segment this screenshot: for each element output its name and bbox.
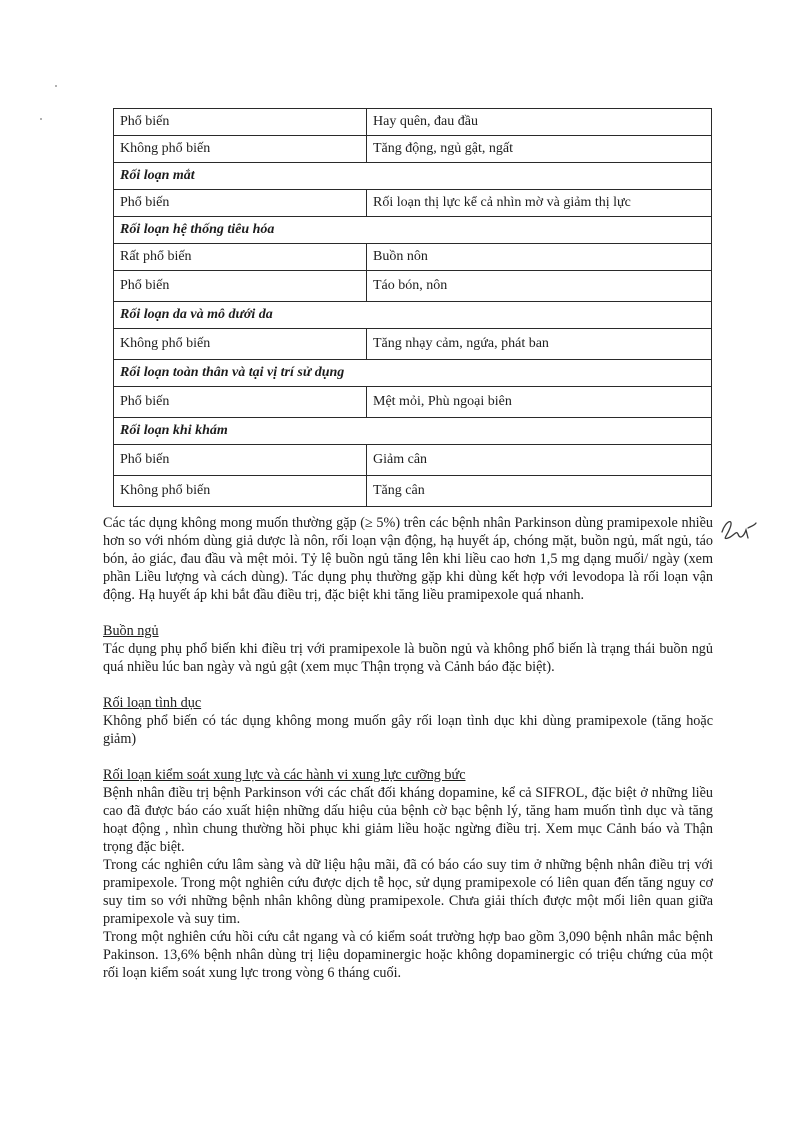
effect-cell: Táo bón, nôn [367, 271, 712, 302]
effect-cell: Giảm cân [367, 445, 712, 476]
table-section-row [114, 163, 712, 190]
table-row [114, 136, 712, 163]
table-row [114, 445, 712, 476]
effect-cell: Tăng cân [367, 476, 712, 507]
table-row [114, 244, 712, 271]
frequency-cell: Phổ biến [114, 109, 367, 136]
drowsiness-text: Tác dụng phụ phổ biến khi điều trị với pramipexole là buồn ngủ và không phổ biến là trạng thái buồn ngủ quá nhiều lúc ban ngày và ngủ gật (xem mục Thận trọng và Cảnh báo đặc biệt). [103, 641, 713, 675]
table-row [114, 109, 712, 136]
table-row [114, 329, 712, 360]
table-row [114, 271, 712, 302]
section-title: Rối loạn da và mô dưới da [114, 302, 712, 329]
handwritten-signature [718, 514, 758, 544]
frequency-cell: Phổ biến [114, 190, 367, 217]
section-title: Rối loạn khi khám [114, 418, 712, 445]
sexual-disorder-heading: Rối loạn tình dục [103, 695, 202, 711]
drowsiness-section [103, 622, 713, 676]
scan-speck [55, 85, 57, 87]
frequency-cell: Rất phổ biến [114, 244, 367, 271]
frequency-cell: Phổ biến [114, 445, 367, 476]
impulse-control-section [103, 766, 713, 856]
study-paragraph: Trong một nghiên cứu hồi cứu cắt ngang và có kiểm soát trường hợp bao gồm 3,090 bệnh nhân mắc bệnh Pakinson. 13,6% bệnh nhân dùng trị liệu dopaminergic hoặc không dopaminergic có triệu chứng của một rối loạn kiểm soát xung lực trong vòng 6 tháng cuối. [103, 929, 713, 981]
effect-cell: Hay quên, đau đầu [367, 109, 712, 136]
impulse-control-heading: Rối loạn kiểm soát xung lực và các hành vi xung lực cưỡng bức [103, 767, 466, 783]
frequency-cell: Không phổ biến [114, 329, 367, 360]
effect-cell: Buồn nôn [367, 244, 712, 271]
table-section-row [114, 360, 712, 387]
impulse-control-text-1: Bệnh nhân điều trị bệnh Parkinson với các chất đối kháng dopamine, kể cả SIFROL, đặc biệt ở những liều cao đã được báo cáo xuất hiện những dấu hiệu của bệnh cờ bạc bệnh lý, tăng ham muốn tình dục và tăng hoạt động , nhìn chung thường hồi phục khi giảm liều hoặc ngừng điều trị. Xem mục Cảnh báo và Thận trọng đặc biệt. [103, 785, 713, 855]
table-row [114, 190, 712, 217]
frequency-cell: Không phổ biến [114, 136, 367, 163]
sexual-disorder-text: Không phổ biến có tác dụng không mong muốn gây rối loạn tình dục khi dùng pramipexole (tăng hoặc giảm) [103, 713, 713, 747]
intro-paragraph: Các tác dụng không mong muốn thường gặp (≥ 5%) trên các bệnh nhân Parkinson dùng pramipexole nhiều hơn so với nhóm dùng giả dược là nôn, rối loạn vận động, hạ huyết áp, chóng mặt, buồn ngủ, mất ngủ, táo bón, ảo giác, đau đầu và mệt mỏi. Tỷ lệ buồn ngủ tăng lên khi liều cao hơn 1,5 mg dạng muối/ ngày (xem phần Liều lượng và cách dùng). Tác dụng phụ thường gặp khi dùng kết hợp với levodopa là rối loạn vận động. Hạ huyết áp khi bắt đầu điều trị, đặc biệt khi tăng liều pramipexole quá nhanh. [103, 515, 713, 603]
table-row [114, 476, 712, 507]
frequency-cell: Phổ biến [114, 271, 367, 302]
section-title: Rối loạn toàn thân và tại vị trí sử dụng [114, 360, 712, 387]
section-title: Rối loạn mắt [114, 163, 712, 190]
table-section-row [114, 217, 712, 244]
body-text [103, 514, 713, 982]
effect-cell: Rối loạn thị lực kể cả nhìn mờ và giảm thị lực [367, 190, 712, 217]
scan-speck [40, 118, 42, 120]
section-title: Rối loạn hệ thống tiêu hóa [114, 217, 712, 244]
heart-failure-paragraph: Trong các nghiên cứu lâm sàng và dữ liệu hậu mãi, đã có báo cáo suy tim ở những bệnh nhân điều trị với pramipexole. Trong một nghiên cứu được dịch tễ học, sử dụng pramipexole có liên quan đến tăng nguy cơ suy tim so với những bệnh nhân không dùng pramipexole. Chưa giải thích được một mối liên quan giữa pramipexole và suy tim. [103, 857, 713, 927]
adverse-effects-table [113, 108, 712, 507]
table-section-row [114, 302, 712, 329]
frequency-cell: Không phổ biến [114, 476, 367, 507]
effect-cell: Tăng động, ngủ gật, ngất [367, 136, 712, 163]
table-section-row [114, 418, 712, 445]
drowsiness-heading: Buồn ngủ [103, 623, 159, 639]
effect-cell: Tăng nhạy cảm, ngứa, phát ban [367, 329, 712, 360]
frequency-cell: Phổ biến [114, 387, 367, 418]
table-row [114, 387, 712, 418]
sexual-disorder-section [103, 694, 713, 748]
effect-cell: Mệt mỏi, Phù ngoại biên [367, 387, 712, 418]
